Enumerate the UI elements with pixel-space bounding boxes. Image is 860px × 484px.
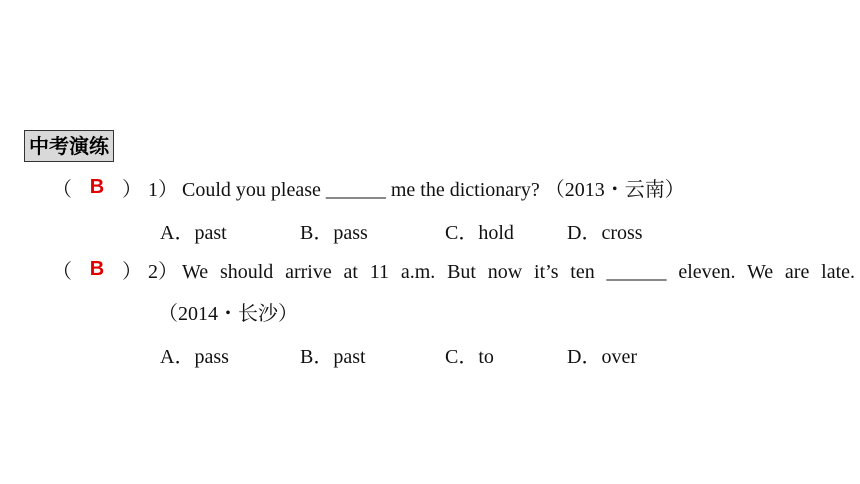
answer-letter: B <box>89 176 105 198</box>
question-text: We should arrive at 11 a.m. But now it’s ten ______ eleven. We are late. <box>182 261 855 283</box>
option-c: C．hold <box>445 222 514 244</box>
answer-paren-open: （ <box>52 179 72 201</box>
question-2 <box>52 259 855 285</box>
option-d: D．over <box>567 346 637 368</box>
option-c: C．to <box>445 346 494 368</box>
option-a: A．pass <box>160 346 229 368</box>
section-title: 中考演练 <box>24 130 114 162</box>
question-source: （2014・长沙） <box>158 303 298 325</box>
question-number: 1） <box>148 179 178 201</box>
answer-paren-close: ） <box>122 179 142 201</box>
answer-letter: B <box>89 258 105 280</box>
question-number: 2） <box>148 261 178 283</box>
question-text: Could you please ______ me the dictionary? （2013・云南） <box>182 179 685 201</box>
answer-paren-open: （ <box>52 261 72 283</box>
option-d: D．cross <box>567 222 643 244</box>
question-1 <box>52 177 685 203</box>
option-b: B．past <box>300 346 366 368</box>
option-b: B．pass <box>300 222 368 244</box>
option-a: A．past <box>160 222 227 244</box>
answer-paren-close: ） <box>122 261 142 283</box>
